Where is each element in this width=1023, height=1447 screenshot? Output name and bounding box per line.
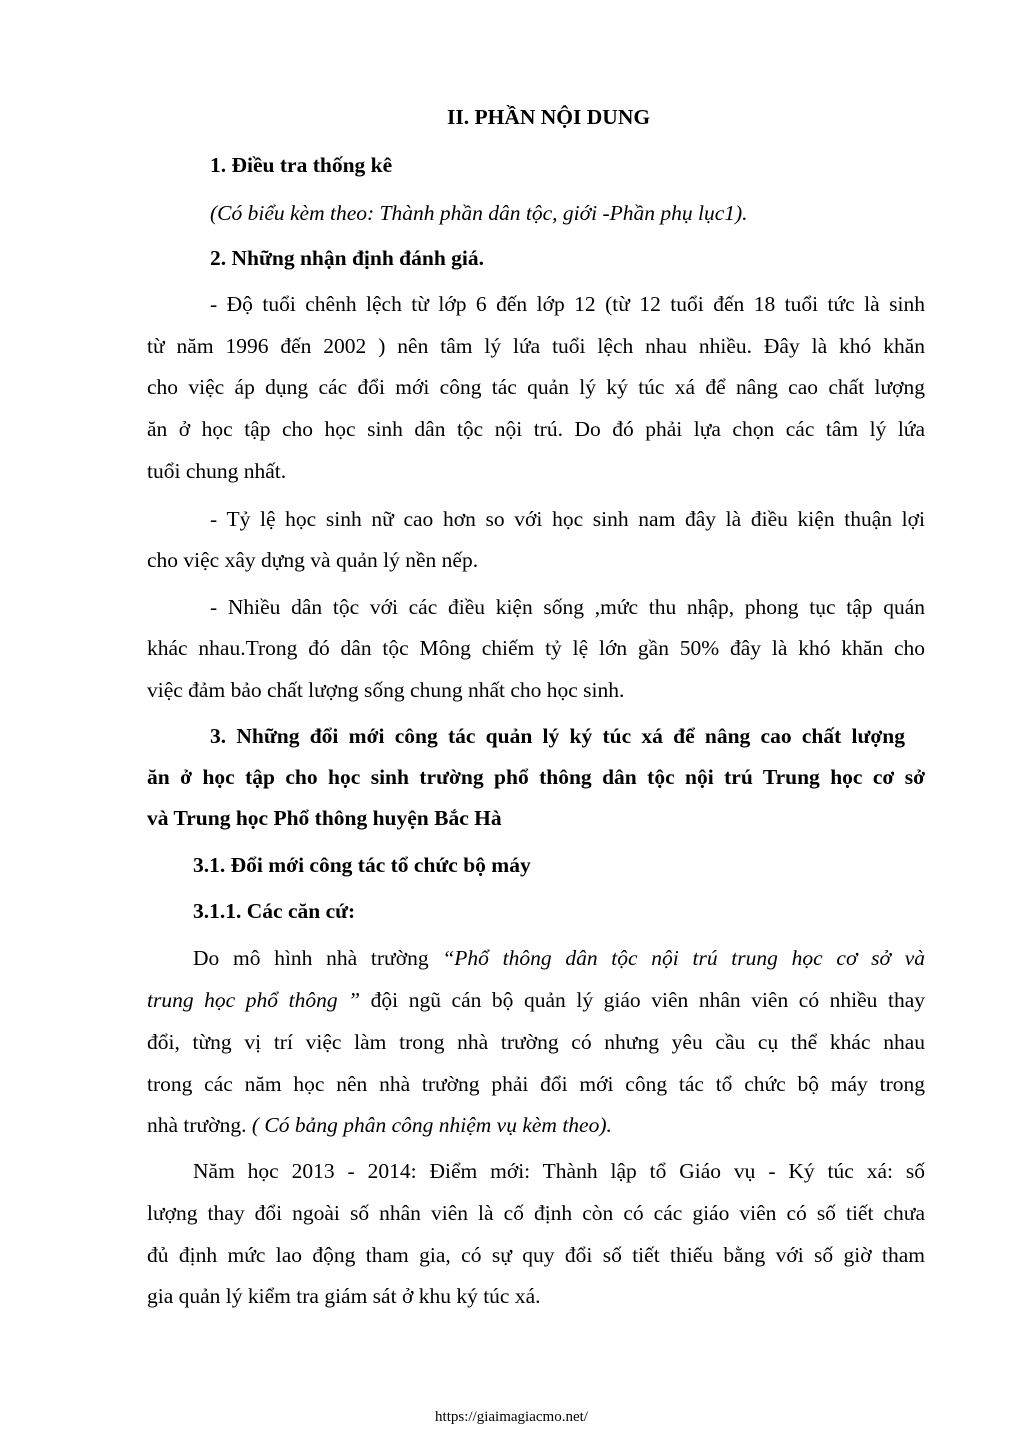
paragraph-4-text: nhà trường. bbox=[147, 1113, 247, 1137]
paragraph-1-line: tuổi chung nhất. bbox=[147, 459, 287, 483]
paragraph-4-line bbox=[193, 944, 925, 972]
paragraph-1-line: từ năm 1996 đến 2002 ) nên tâm lý lứa tuổi lệch nhau nhiều. Đây là khó khăn bbox=[147, 334, 925, 358]
footer-url: https://giaimagiacmo.net/ bbox=[435, 1409, 588, 1425]
paragraph-3-line: - Nhiều dân tộc với các điều kiện sống ,mức thu nhập, phong tục tập quán bbox=[210, 595, 925, 619]
heading-3-line: 3. Những đổi mới công tác quản lý ký túc xá để nâng cao chất lượng bbox=[210, 724, 905, 748]
paragraph-4-text: Do mô hình nhà trường bbox=[193, 946, 429, 970]
heading-3-1-1: 3.1.1. Các căn cứ: bbox=[193, 899, 356, 923]
school-model-quote: trung học phổ thông ” bbox=[147, 988, 361, 1012]
heading-3-line: và Trung học Phổ thông huyện Bắc Hà bbox=[147, 806, 502, 830]
paragraph-4-line bbox=[147, 1111, 612, 1139]
heading-3-line: ăn ở học tập cho học sinh trường phổ thông dân tộc nội trú Trung học cơ sở bbox=[147, 765, 925, 789]
paragraph-5-line: Năm học 2013 - 2014: Điểm mới: Thành lập tổ Giáo vụ - Ký túc xá: số bbox=[193, 1159, 925, 1183]
paragraph-1-line: cho việc áp dụng các đổi mới công tác quản lý ký túc xá để nâng cao chất lượng bbox=[147, 375, 925, 399]
paragraph-4-line: đổi, từng vị trí việc làm trong nhà trường có nhưng yêu cầu cụ thể khác nhau bbox=[147, 1030, 925, 1054]
heading-1-note: (Có biểu kèm theo: Thành phần dân tộc, giới -Phần phụ lục1). bbox=[210, 201, 748, 225]
paragraph-2-line: cho việc xây dựng và quản lý nền nếp. bbox=[147, 548, 479, 572]
paragraph-3-line: việc đảm bảo chất lượng sống chung nhất cho học sinh. bbox=[147, 678, 625, 702]
paragraph-5-line: gia quản lý kiểm tra giám sát ở khu ký túc xá. bbox=[147, 1284, 541, 1308]
paragraph-3-line: khác nhau.Trong đó dân tộc Mông chiếm tỷ lệ lớn gần 50% đây là khó khăn cho bbox=[147, 636, 925, 660]
heading-1: 1. Điều tra thống kê bbox=[210, 153, 393, 177]
paragraph-4-text: đội ngũ cán bộ quản lý giáo viên nhân viên có nhiều thay bbox=[370, 988, 925, 1012]
paragraph-4-line bbox=[147, 986, 925, 1014]
heading-3-1: 3.1. Đổi mới công tác tổ chức bộ máy bbox=[193, 853, 531, 877]
paragraph-5-line: lượng thay đổi ngoài số nhân viên là cố định còn có các giáo viên có số tiết chưa bbox=[147, 1201, 925, 1225]
heading-2: 2. Những nhận định đánh giá. bbox=[210, 246, 485, 270]
paragraph-5-line: đủ định mức lao động tham gia, có sự quy đổi số tiết thiếu bằng với số giờ tham bbox=[147, 1243, 925, 1267]
paragraph-2-line: - Tỷ lệ học sinh nữ cao hơn so với học sinh nam đây là điều kiện thuận lợi bbox=[210, 507, 925, 531]
section-title: II. PHẦN NỘI DUNG bbox=[447, 105, 651, 129]
paragraph-4-line: trong các năm học nên nhà trường phải đổi mới công tác tổ chức bộ máy trong bbox=[147, 1072, 925, 1096]
attachment-note: ( Có bảng phân công nhiệm vụ kèm theo). bbox=[251, 1113, 612, 1137]
school-model-quote: “Phổ thông dân tộc nội trú trung học cơ sở và bbox=[442, 946, 926, 970]
paragraph-1-line: - Độ tuổi chênh lệch từ lớp 6 đến lớp 12 (từ 12 tuổi đến 18 tuổi tức là sinh bbox=[210, 292, 925, 316]
paragraph-1-line: ăn ở học tập cho học sinh dân tộc nội trú. Do đó phải lựa chọn các tâm lý lứa bbox=[147, 417, 925, 441]
